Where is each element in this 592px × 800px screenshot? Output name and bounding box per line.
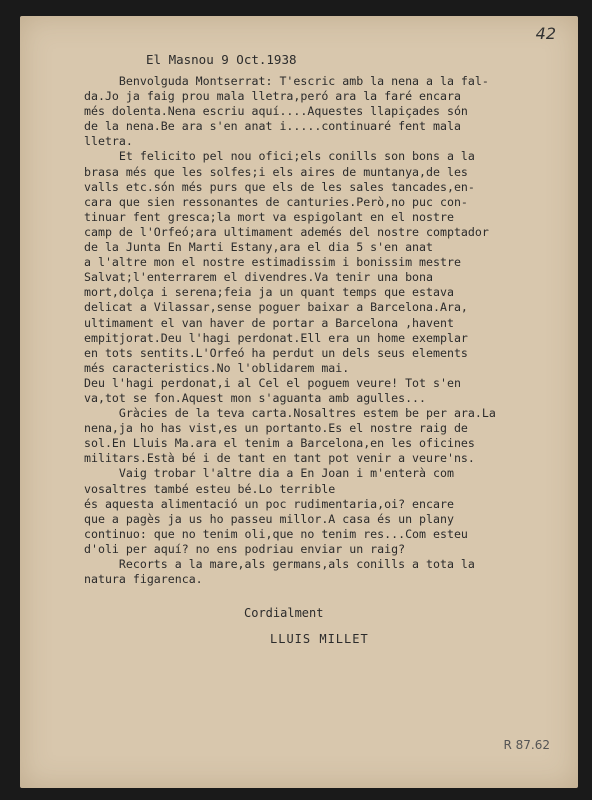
letter-line: natura figarenca. [84, 572, 203, 587]
letter-line: vosaltres també esteu bé.Lo terrible [84, 481, 336, 496]
letter-line: brasa més que les solfes;i els aires de muntanya,de les [84, 164, 468, 179]
letter-line: Deu l'hagi perdonat,i al Cel el poguem veure! Tot s'en [84, 375, 461, 390]
letter-line: ultimament el van haver de portar a Barcelona ,havent [84, 315, 454, 330]
letter-line: sol.En Lluis Ma.ara el tenim a Barcelona,en les oficines [84, 436, 475, 451]
letter-line: Recorts a la mare,als germans,als conills a tota la [84, 557, 475, 571]
letter-line: delicat a Vilassar,sense poguer baixar a Barcelona.Ara, [84, 300, 468, 315]
letter-closing: Cordialment [244, 606, 324, 620]
letter-line: a l'altre mon el nostre estimadissim i bonissim mestre [84, 255, 461, 270]
letter-line: que a pagès ja us ho passeu millor.A casa és un plany [84, 511, 454, 526]
letter-line: més caracteristics.No l'oblidarem mai. [84, 360, 350, 375]
letter-line: camp de l'Orfeó;ara ultimament ademés del nostre comptador [84, 224, 489, 239]
letter-body [84, 74, 580, 587]
letter-line: tinuar fent gresca;la mort va espigolant en el nostre [84, 209, 454, 224]
letter-line: Et felicito pel nou ofici;els conills son bons a la [84, 149, 475, 164]
letter-line: en tots sentits.L'Orfeó ha perdut un dels seus elements [84, 345, 468, 360]
letter-line: Salvat;l'enterrarem el divendres.Va tenir una bona [84, 270, 434, 285]
letter-line: valls etc.són més purs que els de les sales tancades,en- [84, 179, 475, 194]
letter-line: mort,dolça i serena;feia ja un quant temps que estava [84, 285, 454, 300]
letter-line: cara que sien ressonantes de canturies.Però,no puc con- [84, 194, 468, 209]
letter-date: El Masnou 9 Oct.1938 [146, 52, 297, 67]
letter-line: Benvolguda Montserrat: T'escric amb la nena a la fal- [84, 74, 489, 88]
letter-line: Gràcies de la teva carta.Nosaltres estem be per ara.La [84, 406, 496, 421]
letter-line: empitjorat.Deu l'hagi perdonat.Ell era un home exemplar [84, 330, 468, 345]
letter-line: lletra. [84, 134, 133, 149]
letter-line: de la nena.Be ara s'en anat i.....continuaré fent mala [84, 119, 461, 134]
archive-code: R 87.62 [503, 738, 550, 752]
letter-line: continuo: que no tenim oli,que no tenim res...Com esteu [84, 526, 468, 541]
letter-signature: LLUIS MILLET [270, 632, 369, 646]
letter-line: va,tot se fon.Aquest mon s'aguanta amb agulles... [84, 390, 427, 405]
page-number: 42 [535, 24, 556, 43]
letter-line: és aquesta alimentació un poc rudimentaria,oi? encare [84, 496, 454, 511]
letter-line: militars.Està bé i de tant en tant pot venir a veure'ns. [84, 451, 475, 466]
letter-line: Vaig trobar l'altre dia a En Joan i m'enterà com [84, 466, 454, 481]
letter-page [20, 16, 578, 788]
letter-line: nena,ja ho has vist,es un portanto.Es el nostre raig de [84, 421, 468, 436]
letter-line: de la Junta En Marti Estany,ara el dia 5 s'en anat [84, 240, 434, 255]
letter-line: da.Jo ja faig prou mala lletra,peró ara la faré encara [84, 89, 461, 104]
letter-line: d'oli per aquí? no ens podriau enviar un raig? [84, 541, 406, 556]
letter-line: més dolenta.Nena escriu aquí....Aquestes llapiçades són [84, 104, 468, 119]
